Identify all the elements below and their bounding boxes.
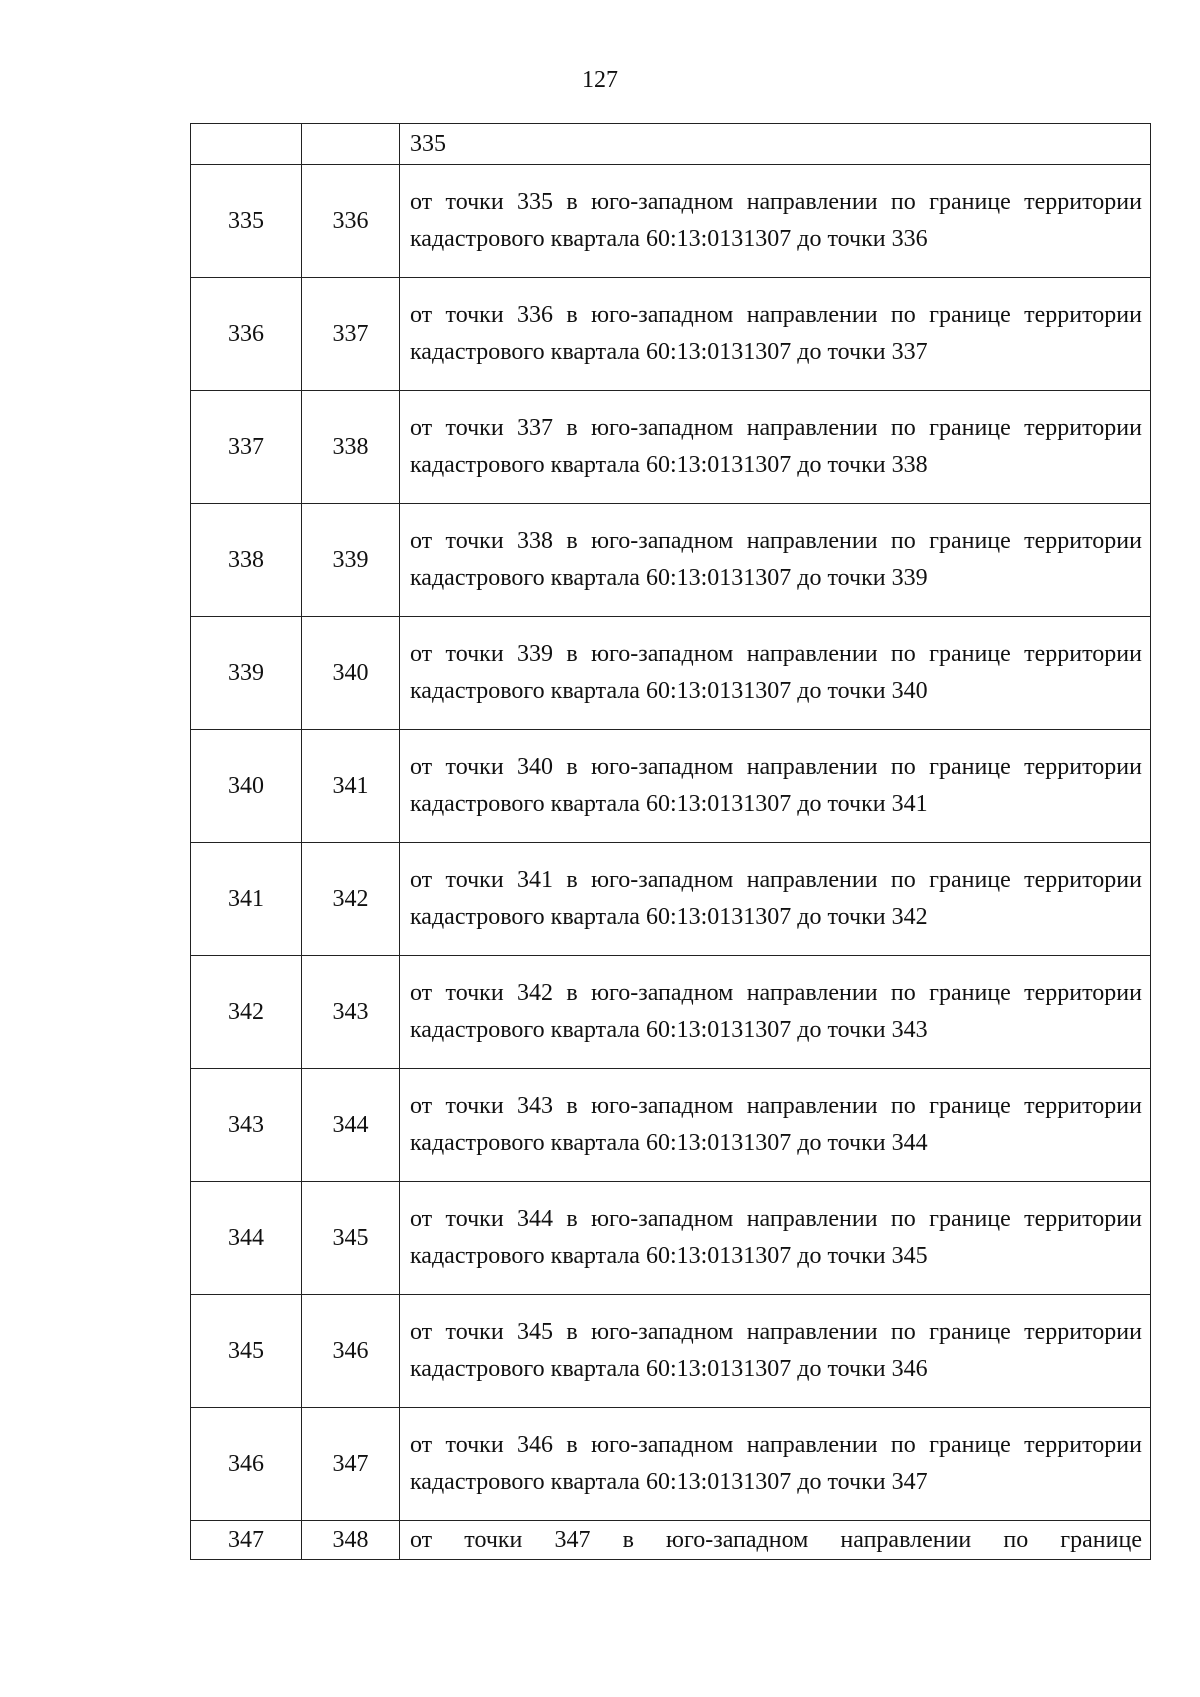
cell-description: от точки 338 в юго-западном направлении по границе территории кадастрового квартала 60:13:0131307 до точки 339 — [400, 504, 1151, 617]
table-row — [191, 1295, 1151, 1408]
boundary-table — [190, 123, 1151, 1560]
cell-to-point: 348 — [302, 1521, 400, 1560]
cell-from-point: 335 — [191, 165, 302, 278]
cell-from-point: 342 — [191, 956, 302, 1069]
table-row — [191, 730, 1151, 843]
cell-to-point: 339 — [302, 504, 400, 617]
cell-description: от точки 343 в юго-западном направлении по границе территории кадастрового квартала 60:13:0131307 до точки 344 — [400, 1069, 1151, 1182]
table-row — [191, 165, 1151, 278]
cell-to-point: 342 — [302, 843, 400, 956]
cell-description: от точки 339 в юго-западном направлении по границе территории кадастрового квартала 60:13:0131307 до точки 340 — [400, 617, 1151, 730]
table-row — [191, 1069, 1151, 1182]
cell-description: от точки 337 в юго-западном направлении по границе территории кадастрового квартала 60:13:0131307 до точки 338 — [400, 391, 1151, 504]
cell-from-point — [191, 124, 302, 165]
cell-description: от точки 340 в юго-западном направлении по границе территории кадастрового квартала 60:13:0131307 до точки 341 — [400, 730, 1151, 843]
cell-description: от точки 346 в юго-западном направлении по границе территории кадастрового квартала 60:13:0131307 до точки 347 — [400, 1408, 1151, 1521]
cell-to-point: 338 — [302, 391, 400, 504]
cell-to-point: 340 — [302, 617, 400, 730]
cell-from-point: 340 — [191, 730, 302, 843]
table-row — [191, 956, 1151, 1069]
cell-from-point: 345 — [191, 1295, 302, 1408]
cell-description: от точки 345 в юго-западном направлении по границе территории кадастрового квартала 60:13:0131307 до точки 346 — [400, 1295, 1151, 1408]
cell-to-point: 344 — [302, 1069, 400, 1182]
cell-to-point: 337 — [302, 278, 400, 391]
cell-description: от точки 342 в юго-западном направлении по границе территории кадастрового квартала 60:13:0131307 до точки 343 — [400, 956, 1151, 1069]
table-row — [191, 504, 1151, 617]
table-row — [191, 1521, 1151, 1560]
cell-from-point: 337 — [191, 391, 302, 504]
table-row — [191, 278, 1151, 391]
cell-from-point: 339 — [191, 617, 302, 730]
cell-description: от точки 344 в юго-западном направлении по границе территории кадастрового квартала 60:13:0131307 до точки 345 — [400, 1182, 1151, 1295]
table-row — [191, 843, 1151, 956]
cell-description: от точки 335 в юго-западном направлении по границе территории кадастрового квартала 60:13:0131307 до точки 336 — [400, 165, 1151, 278]
cell-to-point: 345 — [302, 1182, 400, 1295]
cell-to-point — [302, 124, 400, 165]
cell-description — [400, 1521, 1151, 1560]
cell-to-point: 341 — [302, 730, 400, 843]
table-row — [191, 1182, 1151, 1295]
cell-from-point: 338 — [191, 504, 302, 617]
cell-to-point: 336 — [302, 165, 400, 278]
table-row — [191, 391, 1151, 504]
cell-from-point: 341 — [191, 843, 302, 956]
cell-from-point: 343 — [191, 1069, 302, 1182]
table-row — [191, 124, 1151, 165]
cell-from-point: 346 — [191, 1408, 302, 1521]
table-row — [191, 617, 1151, 730]
table-row — [191, 1408, 1151, 1521]
cell-from-point: 347 — [191, 1521, 302, 1560]
cell-from-point: 344 — [191, 1182, 302, 1295]
cell-description: от точки 336 в юго-западном направлении по границе территории кадастрового квартала 60:13:0131307 до точки 337 — [400, 278, 1151, 391]
cell-to-point: 347 — [302, 1408, 400, 1521]
cell-from-point: 336 — [191, 278, 302, 391]
cell-to-point: 343 — [302, 956, 400, 1069]
cell-to-point: 346 — [302, 1295, 400, 1408]
description-text: от точки 347 в юго-западном направлении по границе — [410, 1527, 1142, 1553]
cell-description: от точки 341 в юго-западном направлении по границе территории кадастрового квартала 60:13:0131307 до точки 342 — [400, 843, 1151, 956]
page-number: 127 — [582, 67, 618, 93]
cell-description: 335 — [400, 124, 1151, 165]
